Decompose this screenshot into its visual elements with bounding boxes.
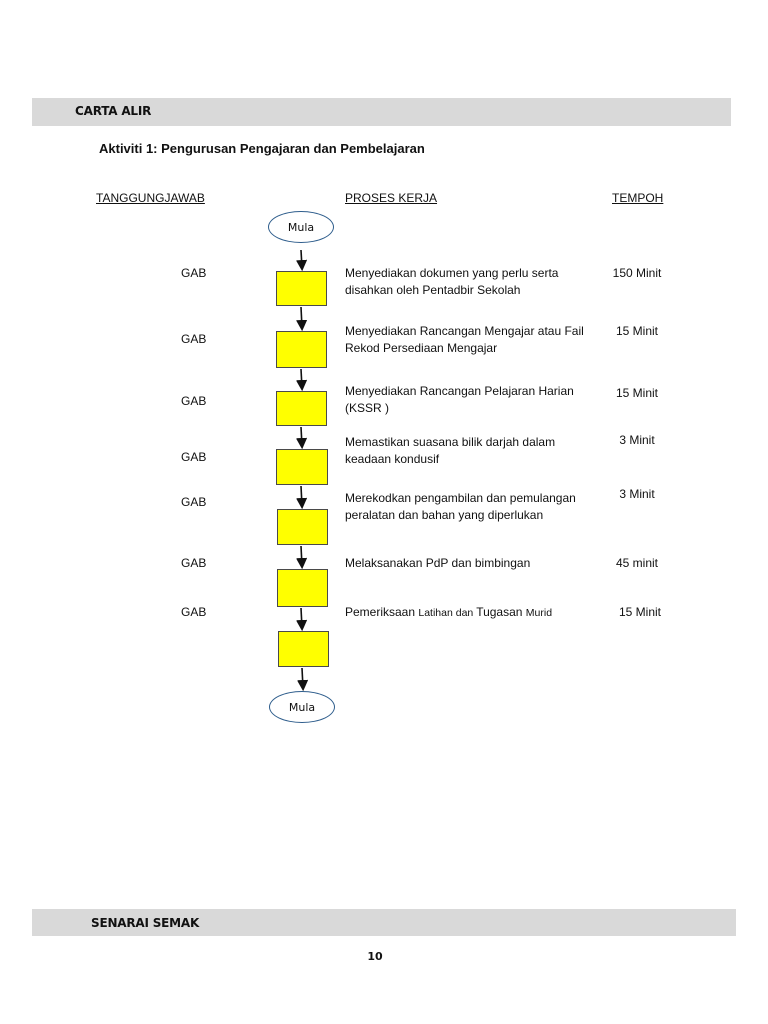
- connector-arrow: [301, 486, 302, 506]
- checklist-section-heading: SENARAI SEMAK: [91, 916, 200, 930]
- step-process: Melaksanakan PdP dan bimbingan: [345, 556, 531, 570]
- process-step-box: [276, 449, 328, 485]
- connector-arrow: [301, 546, 302, 566]
- step-responsibility: GAB: [181, 332, 207, 346]
- step-responsibility: GAB: [181, 605, 207, 619]
- start-terminal-label: Mula: [287, 220, 315, 234]
- process-step-box: [276, 271, 327, 306]
- connector-arrow: [302, 668, 303, 688]
- process-step-box: [277, 569, 328, 607]
- step-process-part: Tugasan: [476, 605, 526, 619]
- step-duration: 45 minit: [615, 556, 659, 570]
- step-process-part: Latihan dan: [418, 607, 477, 619]
- step-duration: 15 Minit: [615, 386, 659, 400]
- connector-arrow: [301, 250, 302, 268]
- connector-arrow: [301, 369, 302, 388]
- step-process: [345, 604, 595, 622]
- page-number: 10: [367, 950, 383, 963]
- start-terminal: [268, 211, 334, 243]
- connector-arrow: [301, 608, 302, 628]
- end-terminal-label: Mula: [288, 700, 316, 714]
- step-duration: 15 Minit: [615, 324, 659, 338]
- connector-arrow: [301, 307, 302, 328]
- step-process: Menyediakan dokumen yang perlu serta disahkan oleh Pentadbir Sekolah: [345, 266, 559, 297]
- step-responsibility: GAB: [181, 450, 207, 464]
- step-responsibility: GAB: [181, 266, 207, 280]
- step-process-part: Pemeriksaan: [345, 605, 419, 619]
- process-step-box: [276, 391, 327, 426]
- process-step-box: [276, 331, 327, 368]
- column-header-duration: TEMPOH: [612, 191, 664, 205]
- step-process: Merekodkan pengambilan dan pemulangan peralatan dan bahan yang diperlukan: [345, 491, 576, 522]
- step-process: Menyediakan Rancangan Mengajar atau Fail Rekod Persediaan Mengajar: [345, 324, 584, 355]
- step-process: Menyediakan Rancangan Pelajaran Harian (KSSR ): [345, 384, 574, 415]
- step-duration: 3 Minit: [619, 487, 655, 501]
- flowchart-section-heading: CARTA ALIR: [75, 104, 152, 118]
- step-responsibility: GAB: [181, 556, 207, 570]
- column-header-process: PROSES KERJA: [345, 191, 438, 205]
- step-duration: 3 Minit: [619, 433, 655, 447]
- step-responsibility: GAB: [181, 495, 207, 509]
- connector-arrow: [301, 427, 302, 446]
- end-terminal: [269, 691, 335, 723]
- process-step-box: [278, 631, 329, 667]
- step-duration: 15 Minit: [618, 605, 662, 619]
- process-step-box: [277, 509, 328, 545]
- step-process-part: Murid: [525, 607, 553, 619]
- step-duration: 150 Minit: [612, 266, 662, 280]
- activity-title: Aktiviti 1: Pengurusan Pengajaran dan Pembelajaran: [99, 141, 425, 156]
- step-process: Memastikan suasana bilik darjah dalam keadaan kondusif: [345, 435, 556, 466]
- column-header-responsibility: TANGGUNGJAWAB: [96, 191, 205, 205]
- step-responsibility: GAB: [181, 394, 207, 408]
